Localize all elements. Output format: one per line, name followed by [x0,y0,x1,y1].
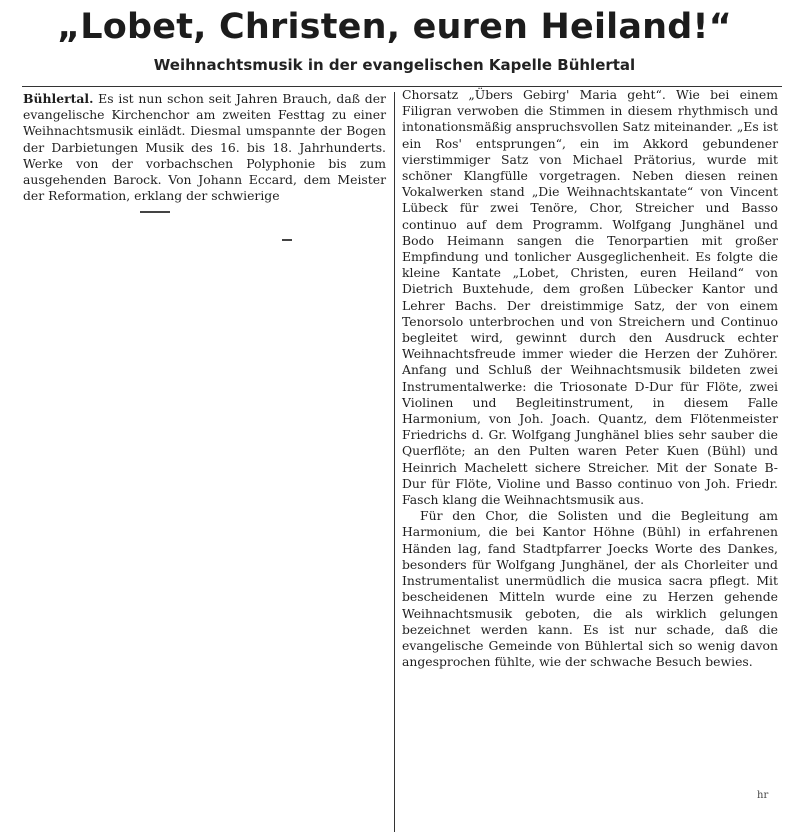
print-smudge [282,239,292,241]
column-divider [394,92,395,832]
print-smudge [140,211,170,213]
dateline: Bühlertal. [23,91,94,106]
author-initials: hr [757,790,769,801]
article-subheadline: Weihnachtsmusik in der evangelischen Kapelle Bühlertal [153,56,636,74]
left-column [23,91,386,204]
right-column-paragraph-1: Chorsatz „Übers Gebirg' Maria geht“. Wie bei einem Filigran verwoben die Stimmen in diesem rhythmisch und intonationsmäßig anspruchsvollen Satz miteinander. „Es ist ein Ros' entsprungen“, ein im Akkord gebundener vierstimmiger Satz von Michael Prätorius, wurde mit schöner Klangfülle vorgetragen. Neben diesen reinen Vokalwerken stand „Die Weihnachtskantate“ von Vincent Lübeck für zwei Tenöre, Chor, Streicher und Basso continuo auf dem Programm. Wolfgang Junghänel und Bodo Heimann sangen die Tenorpartien mit großer Empfindung und tonlicher Ausgeglichenheit. Es folgte die kleine Kantate „Lobet, Christen, euren Heiland“ von Dietrich Buxtehude, dem großen Lübecker Kantor und Lehrer Bachs. Der dreistimmige Satz, der von einem Tenorsolo unterbrochen und von Streichern und Continuo begleitet wird, gewinnt durch den Ausdruck echter Weihnachtsfreude immer wieder die Herzen der Zuhörer. Anfang und Schluß der Weihnachtsmusik bildeten zwei Instrumentalwerke: die Triosonate D-Dur für Flöte, zwei Violinen und Begleitinstrument, in diesem Falle Harmonium, von Joh. Joach. Quantz, dem Flötenmeister Friedrichs d. Gr. Wolfgang Junghänel blies sehr sauber die Querflöte; an den Pulten waren Peter Kuen (Bühl) und Heinrich Machelett sichere Streicher. Mit der Sonate B-Dur für Flöte, Violine und Basso continuo von Joh. Friedr. Fasch klang die Weihnachtsmusik aus. [402,87,778,508]
left-column-text: Es ist nun schon seit Jahren Brauch, daß der evangelische Kirchenchor am zweiten Festtag zu einer Weihnachtsmusik einlädt. Diesmal umspannte der Bogen der Darbietungen Musik des 16. bis 18. Jahrhunderts. Werke von der vorbachschen Polyphonie bis zum ausgehenden Barock. Von Johann Eccard, dem Meister der Reformation, erklang der schwierige [23,91,386,204]
article-headline: „Lobet, Christen, euren Heiland!“ [57,7,732,47]
left-column-paragraph [23,91,386,204]
right-column [402,87,778,670]
right-column-paragraph-2: Für den Chor, die Solisten und die Begleitung am Harmonium, die bei Kantor Höhne (Bühl) in erfahrenen Händen lag, fand Stadtpfarrer Joecks Worte des Dankes, besonders für Wolfgang Junghänel, der als Chorleiter und Instrumentalist unermüdlich die musica sacra pflegt. Mit bescheidenen Mitteln wurde eine zu Herzen gehende Weihnachtsmusik geboten, die als wirklich gelungen bezeichnet werden kann. Es ist nur schade, daß die evangelische Gemeinde von Bühlertal sich so wenig davon angesprochen fühlte, wie der schwache Besuch bewies. [402,508,778,670]
